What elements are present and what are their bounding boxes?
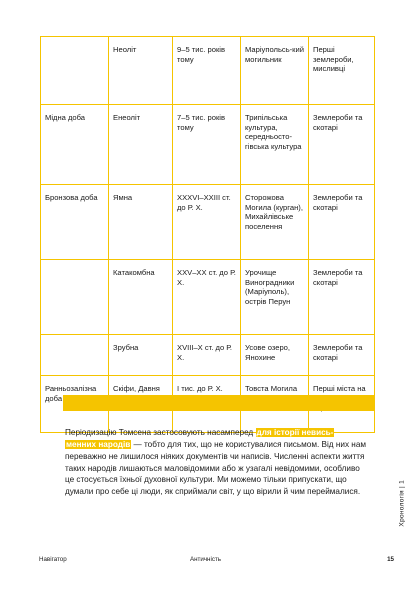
table-cell: Землероби та скотарі — [309, 260, 375, 335]
body-paragraph — [65, 427, 370, 498]
table-cell — [41, 260, 109, 335]
table-cell: Перші землероби, мисливці — [309, 37, 375, 105]
table-cell — [41, 335, 109, 376]
table-cell: Мідна доба — [41, 105, 109, 185]
table-cell: Сторожова Могила (курган), Михайлівське поселення — [241, 185, 309, 260]
table-cell: XXV–XX ст. до Р. Х. — [173, 260, 241, 335]
highlighted-term: менних народів — [66, 439, 131, 449]
table-cell: Землероби та скотарі — [309, 335, 375, 376]
table-row — [41, 105, 375, 185]
highlighted-term: для історії невись- — [256, 428, 334, 438]
paragraph-text: — тобто для тих, що не користувалися письмом. Від них нам переважно не лишилося ніяких документів чи написів. Численні аспекти життя таких народів лишаються маловідомими або ж узагалі невідомими, особливо це стосується їхньої духовної культури. Ми можемо тільки припускати, що думали про себе ці люди, як сприймали світ, у що вірили й чим переймалися. — [65, 439, 367, 497]
table-cell: Маріупольсь-кий могильник — [241, 37, 309, 105]
paragraph-text: Періодизацію Томсена застосовують насамперед — [65, 428, 256, 438]
table-cell: Зрубна — [109, 335, 173, 376]
table-row — [41, 37, 375, 105]
table-cell — [41, 37, 109, 105]
table-cell: Ранньозалізна доба — [41, 376, 109, 433]
table-cell: Перші міста на — [309, 376, 375, 433]
table-cell: 9–5 тис. років тому — [173, 37, 241, 105]
table-cell: Неоліт — [109, 37, 173, 105]
table-cell: Бронзова доба — [41, 185, 109, 260]
table-cell: Землероби та скотарі — [309, 185, 375, 260]
table-cell: Землероби та скотарі — [309, 105, 375, 185]
table-cell: Урочище Виноградники (Маріуполь), острів Перун — [241, 260, 309, 335]
table-row — [41, 335, 375, 376]
side-chapter-label: Хронологія | 1 — [399, 480, 406, 527]
table-cell: Товста Могила — [241, 376, 309, 433]
page-number: 15 — [387, 556, 394, 563]
table-cell: Катакомбна — [109, 260, 173, 335]
table-row — [41, 260, 375, 335]
table-cell: 7–5 тис. років тому — [173, 105, 241, 185]
table-cell: XXXVI–XXIII ст. до Р. Х. — [173, 185, 241, 260]
footer-center: Античність — [190, 556, 222, 563]
table-cell: Ямна — [109, 185, 173, 260]
table-cell: XVIII–X ст. до Р. Х. — [173, 335, 241, 376]
table-cell: Усове озеро, Янохине — [241, 335, 309, 376]
accent-bar — [63, 395, 374, 411]
table-row — [41, 185, 375, 260]
periodization-table — [40, 36, 374, 433]
table-cell: I тис. до Р. Х. — [173, 376, 241, 433]
footer-left: Навігатор — [39, 556, 67, 563]
table-cell: Енеоліт — [109, 105, 173, 185]
table-cell: Трипільська культура, середньосто-гівська культура — [241, 105, 309, 185]
table-cell: Скіфи, Давня — [109, 376, 173, 433]
